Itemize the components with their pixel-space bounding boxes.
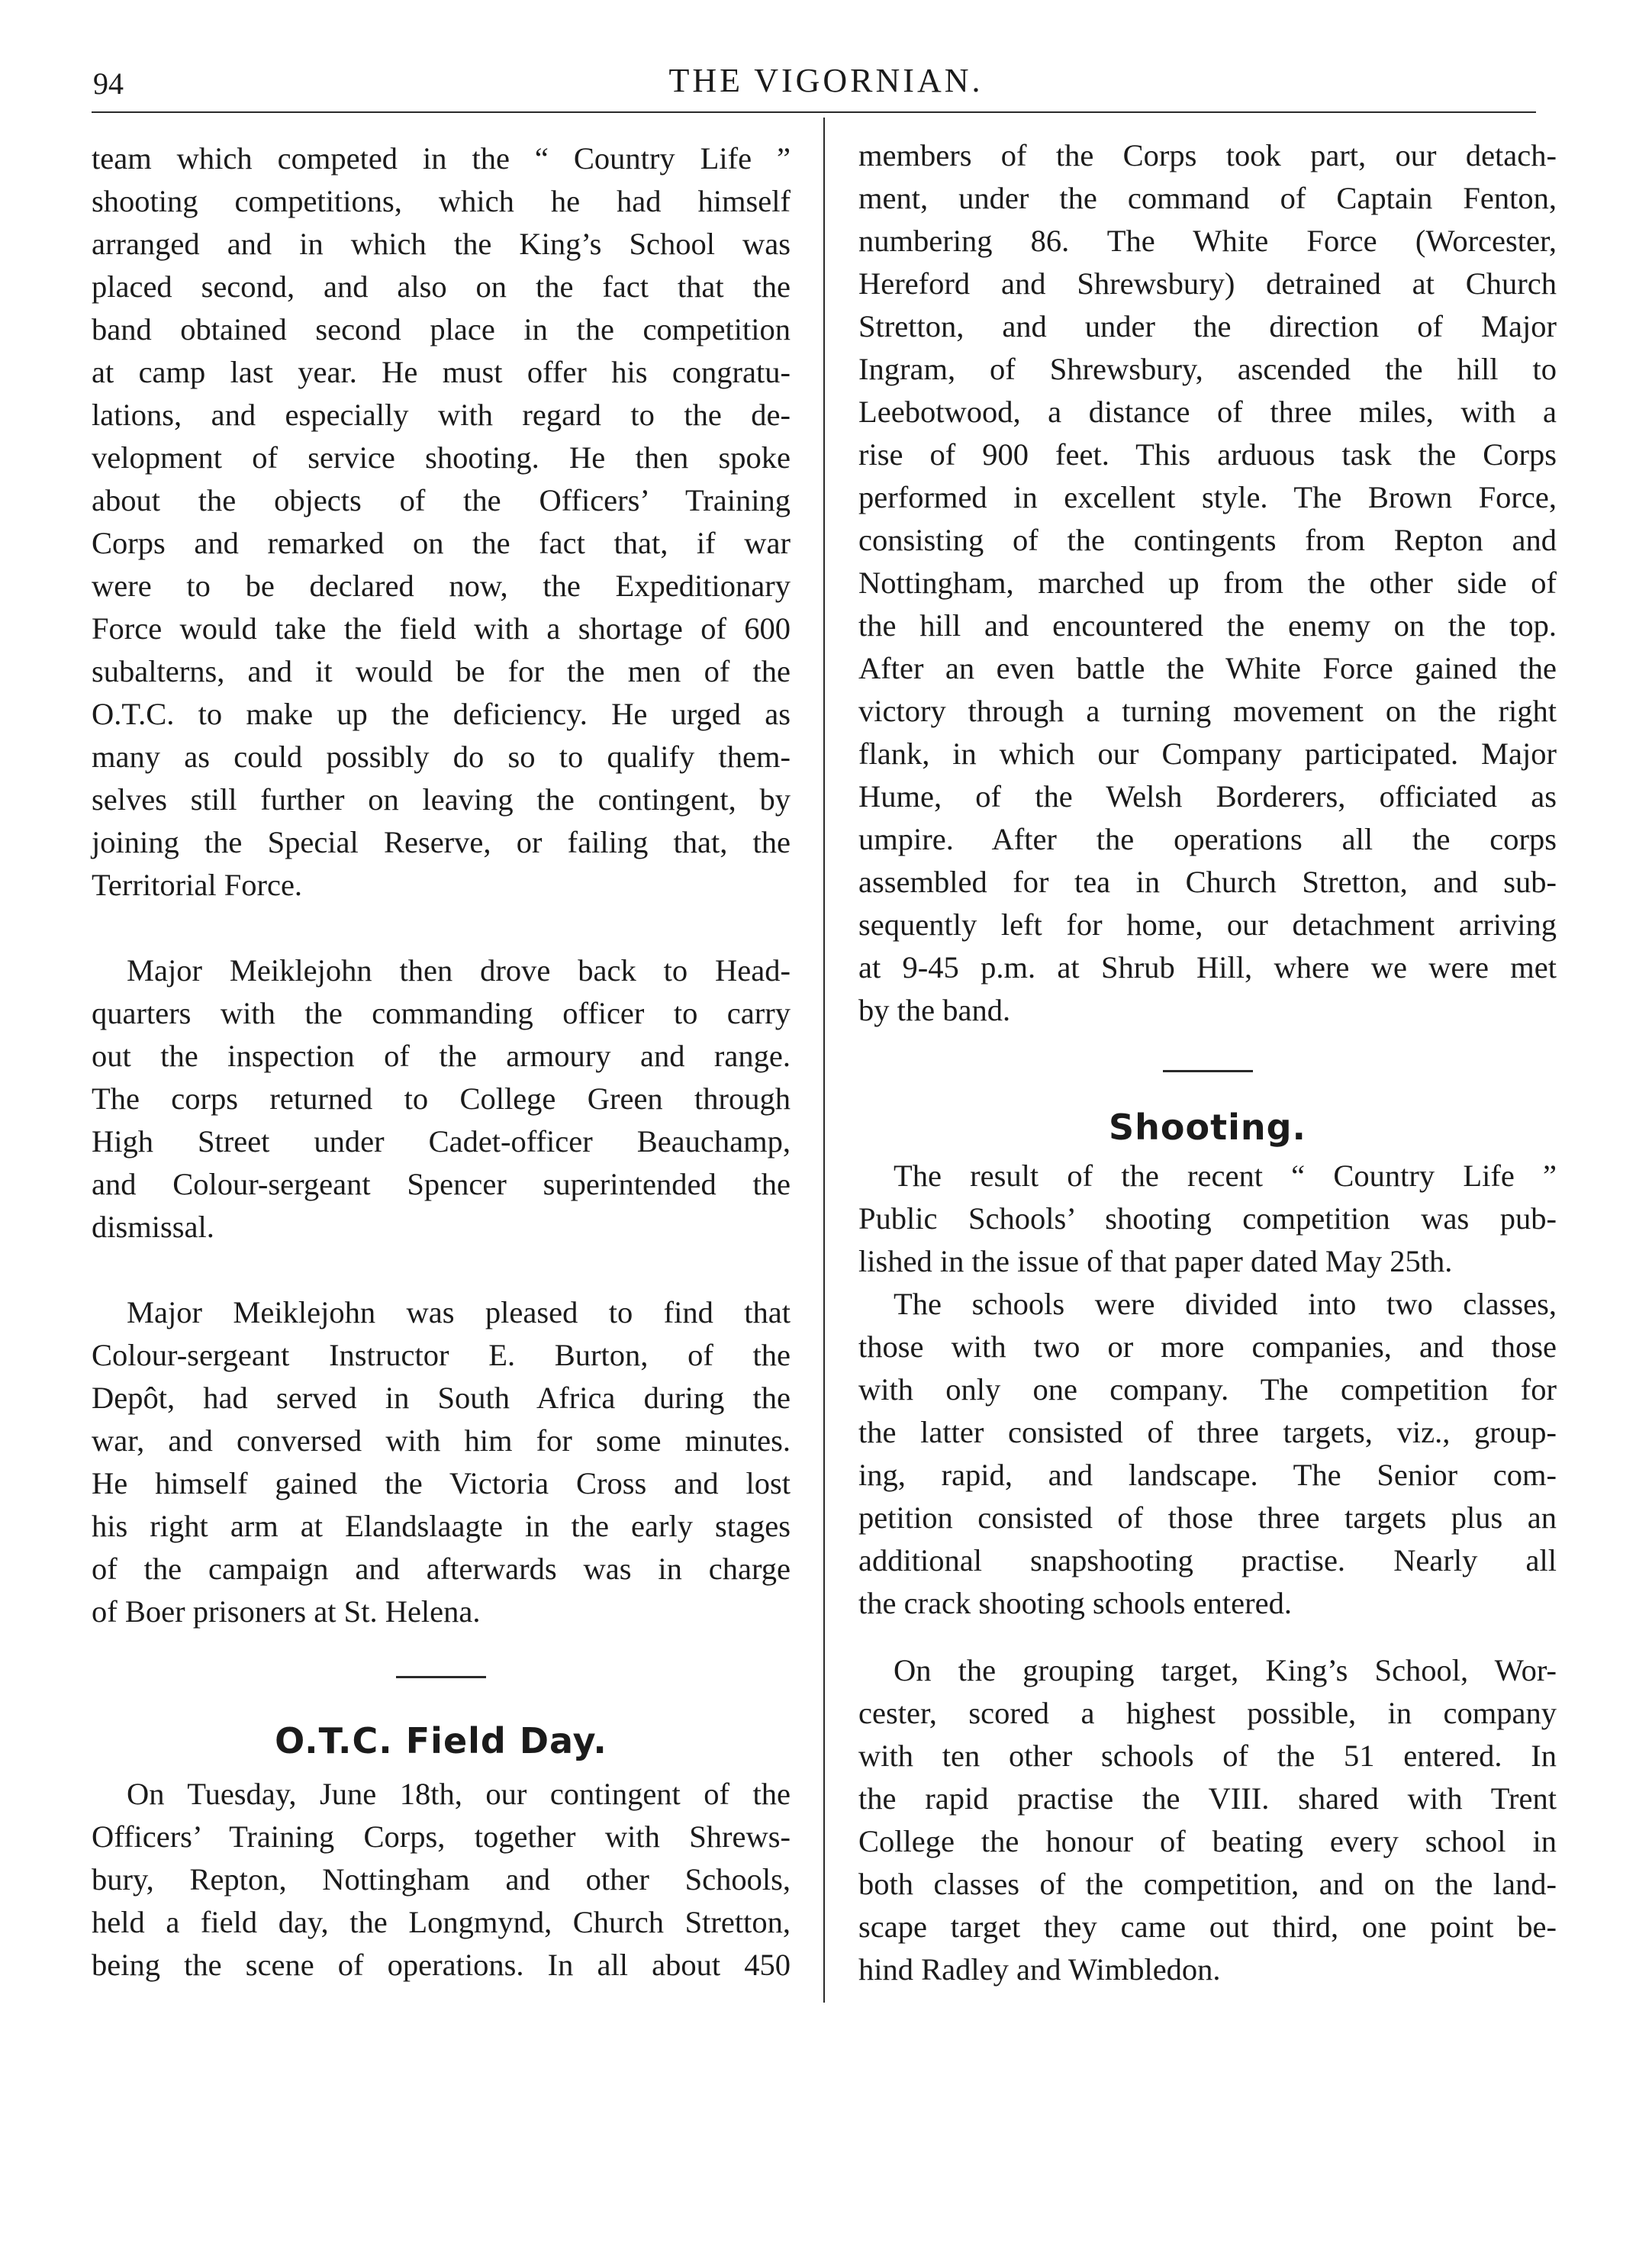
text-line: band obtained second place in the competition <box>92 312 791 346</box>
text-line: held a field day, the Longmynd, Church Stretton, <box>92 1905 791 1939</box>
right-paragraph-2 <box>858 1155 1557 1283</box>
text-line: being the scene of operations. In all about 450 <box>92 1948 791 1982</box>
text-line: Hereford and Shrewsbury) detrained at Church <box>858 266 1557 301</box>
text-line: Ingram, of Shrewsbury, ascended the hill to <box>858 352 1557 386</box>
text-line: arranged and in which the King’s School was <box>92 227 791 261</box>
text-line: at camp last year. He must offer his congratu- <box>92 355 791 389</box>
text-line: Stretton, and under the direction of Major <box>858 309 1557 343</box>
text-line: Territorial Force. <box>92 868 303 902</box>
text-line: numbering 86. The White Force (Worcester, <box>858 224 1557 258</box>
text-line: On the grouping target, King’s School, Wor- <box>894 1653 1557 1687</box>
text-line: performed in excellent style. The Brown Force, <box>858 480 1557 514</box>
text-line: of the campaign and afterwards was in charge <box>92 1552 791 1586</box>
text-line: additional snapshooting practise. Nearly all <box>858 1543 1557 1578</box>
running-title: THE VIGORNIAN. <box>668 62 984 99</box>
text-line: and Colour-sergeant Spencer superintended the <box>92 1167 791 1201</box>
heading-shooting: Shooting. <box>1109 1107 1306 1148</box>
text-line: his right arm at Elandslaagte in the early stages <box>92 1509 791 1543</box>
text-line: with ten other schools of the 51 entered. In <box>858 1739 1557 1773</box>
right-paragraph-3 <box>858 1283 1557 1625</box>
text-line: members of the Corps took part, our detach- <box>858 138 1557 172</box>
text-line: The result of the recent “ Country Life ” <box>894 1159 1557 1193</box>
column-divider <box>823 118 825 2003</box>
text-line: Nottingham, marched up from the other side of <box>858 566 1557 600</box>
text-line: with only one company. The competition for <box>858 1372 1557 1407</box>
text-line: assembled for tea in Church Stretton, and sub- <box>858 865 1557 899</box>
text-line: lished in the issue of that paper dated May 25th. <box>858 1244 1453 1278</box>
text-line: petition consisted of those three targets plus an <box>858 1500 1557 1535</box>
text-line: Major Meiklejohn then drove back to Head- <box>127 953 791 988</box>
text-line: lations, and especially with regard to the de- <box>92 398 791 432</box>
right-paragraph-4 <box>858 1649 1557 1991</box>
text-line: team which competed in the “ Country Life ” <box>92 141 791 176</box>
left-paragraph-4 <box>92 1773 791 1987</box>
text-line: scape target they came out third, one point be- <box>858 1909 1557 1944</box>
text-line: Hume, of the Welsh Borderers, officiated as <box>858 779 1557 814</box>
text-line: of Boer prisoners at St. Helena. <box>92 1594 481 1629</box>
text-line: After an even battle the White Force gained the <box>858 651 1557 685</box>
right-column <box>858 134 1557 1991</box>
header-rule <box>92 111 1536 113</box>
text-line: High Street under Cadet-officer Beauchamp, <box>92 1124 791 1159</box>
text-line: flank, in which our Company participated. Major <box>858 736 1557 771</box>
left-paragraph-3 <box>92 1291 791 1633</box>
text-line: the latter consisted of three targets, viz., group- <box>858 1415 1557 1449</box>
text-line: On Tuesday, June 18th, our contingent of the <box>127 1777 791 1811</box>
text-line: about the objects of the Officers’ Training <box>92 483 791 517</box>
left-column <box>92 137 791 1987</box>
text-line: quarters with the commanding officer to carry <box>92 996 791 1030</box>
text-line: sequently left for home, our detachment arriving <box>858 907 1557 942</box>
text-line: by the band. <box>858 993 1011 1027</box>
text-line: Major Meiklejohn was pleased to find that <box>127 1295 791 1329</box>
text-line: the hill and encountered the enemy on the top. <box>858 608 1557 643</box>
text-line: ing, rapid, and landscape. The Senior com- <box>858 1458 1557 1492</box>
text-line: cester, scored a highest possible, in company <box>858 1696 1557 1730</box>
right-paragraph-1 <box>858 134 1557 1032</box>
page-header <box>0 0 1652 114</box>
text-line: Colour-sergeant Instructor E. Burton, of the <box>92 1338 791 1372</box>
text-line: ment, under the command of Captain Fenton, <box>858 181 1557 215</box>
text-line: joining the Special Reserve, or failing that, the <box>92 825 791 859</box>
text-line: at 9-45 p.m. at Shrub Hill, where we were met <box>858 950 1557 985</box>
text-line: placed second, and also on the fact that the <box>92 269 791 304</box>
text-line: The corps returned to College Green through <box>92 1081 791 1116</box>
text-line: velopment of service shooting. He then spoke <box>92 440 791 475</box>
text-line: He himself gained the Victoria Cross and lost <box>92 1466 791 1500</box>
text-line: both classes of the competition, and on the land- <box>858 1867 1557 1901</box>
text-line: the rapid practise the VIII. shared with Trent <box>858 1781 1557 1816</box>
heading-otc-field-day: O.T.C. Field Day. <box>275 1720 607 1761</box>
text-line: many as could possibly do so to qualify them- <box>92 740 791 774</box>
text-line: umpire. After the operations all the corps <box>858 822 1557 856</box>
left-paragraph-2 <box>92 949 791 1249</box>
text-line: selves still further on leaving the contingent, by <box>92 782 791 817</box>
text-line: hind Radley and Wimbledon. <box>858 1952 1221 1987</box>
page-number: 94 <box>93 66 124 101</box>
text-line: Public Schools’ shooting competition was pub- <box>858 1201 1557 1236</box>
text-line: College the honour of beating every school in <box>858 1824 1557 1858</box>
text-line: The schools were divided into two classes, <box>894 1287 1557 1321</box>
text-line: O.T.C. to make up the deficiency. He urged as <box>92 697 791 731</box>
text-line: Leebotwood, a distance of three miles, with a <box>858 395 1557 429</box>
text-line: Force would take the field with a shortage of 600 <box>92 611 791 646</box>
text-line: shooting competitions, which he had himself <box>92 184 791 218</box>
text-line: war, and conversed with him for some minutes. <box>92 1423 791 1458</box>
text-line: out the inspection of the armoury and range. <box>92 1039 791 1073</box>
text-line: consisting of the contingents from Repton and <box>858 523 1557 557</box>
left-paragraph-1 <box>92 137 791 907</box>
text-line: bury, Repton, Nottingham and other Schools, <box>92 1862 791 1897</box>
text-line: dismissal. <box>92 1210 214 1244</box>
text-line: Officers’ Training Corps, together with Shrews- <box>92 1819 791 1854</box>
text-line: subalterns, and it would be for the men of the <box>92 654 791 688</box>
text-line: those with two or more companies, and those <box>858 1329 1557 1364</box>
text-line: the crack shooting schools entered. <box>858 1586 1292 1620</box>
text-line: Corps and remarked on the fact that, if war <box>92 526 791 560</box>
text-line: victory through a turning movement on the right <box>858 694 1557 728</box>
text-line: were to be declared now, the Expeditionary <box>92 569 791 603</box>
text-line: Depôt, had served in South Africa during the <box>92 1381 791 1415</box>
text-line: rise of 900 feet. This arduous task the Corps <box>858 437 1557 472</box>
